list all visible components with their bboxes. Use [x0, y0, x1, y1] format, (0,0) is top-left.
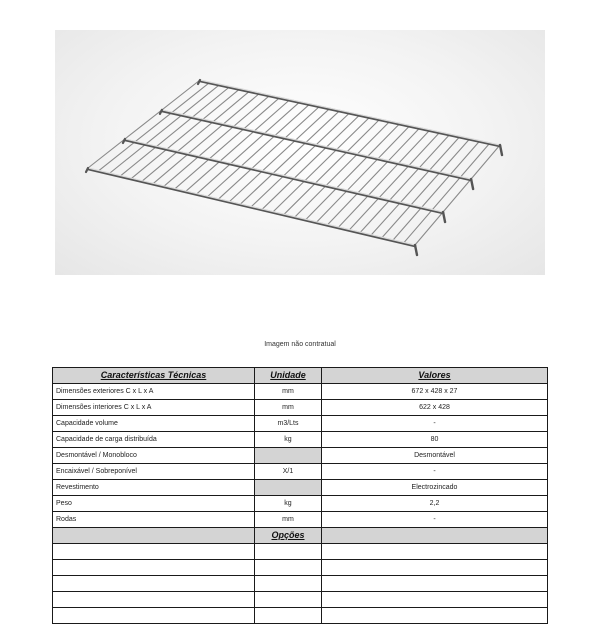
row-value: 622 x 428	[322, 400, 548, 416]
row-label: Peso	[53, 496, 255, 512]
row-label: Dimensões interiores C x L x A	[53, 400, 255, 416]
wire	[404, 143, 490, 243]
wire	[175, 97, 280, 188]
row-value: -	[322, 464, 548, 480]
row-label: Dimensões exteriores C x L x A	[53, 384, 255, 400]
wire	[208, 104, 310, 196]
wire	[110, 84, 220, 173]
options-row	[53, 544, 548, 560]
wire	[252, 113, 351, 207]
wire	[339, 130, 430, 227]
row-value: Desmontável	[322, 448, 548, 464]
options-row	[53, 576, 548, 592]
row-value: -	[322, 512, 548, 528]
header-values: Valores	[322, 368, 548, 384]
wire	[350, 132, 440, 230]
row-label: Encaixável / Sobreponível	[53, 464, 255, 480]
row-label: Capacidade volume	[53, 416, 255, 432]
wire	[273, 117, 370, 212]
wire	[295, 121, 390, 217]
rod-leg	[415, 245, 417, 255]
table-row	[53, 480, 548, 496]
row-value: -	[322, 416, 548, 432]
row-unit: mm	[255, 512, 322, 528]
options-title: Opções	[255, 528, 322, 544]
options-header-row	[53, 528, 548, 544]
table-header-row	[53, 368, 548, 384]
wire	[415, 145, 500, 245]
wire	[153, 93, 260, 183]
table-row	[53, 496, 548, 512]
options-row	[53, 608, 548, 624]
row-label: Desmontável / Monobloco	[53, 448, 255, 464]
wire	[262, 115, 360, 209]
row-label: Capacidade de carga distribuída	[53, 432, 255, 448]
row-label: Revestimento	[53, 480, 255, 496]
wire	[99, 82, 210, 170]
row-unit: X/1	[255, 464, 322, 480]
row-unit: kg	[255, 496, 322, 512]
wire	[361, 134, 451, 232]
row-unit: m3/Lts	[255, 416, 322, 432]
header-unit: Unidade	[255, 368, 322, 384]
rod-leg	[86, 168, 88, 172]
technical-specs-table	[52, 367, 548, 624]
rod-leg	[500, 145, 502, 155]
support-rod-highlight	[200, 80, 500, 145]
row-unit: mm	[255, 384, 322, 400]
options-header-left	[53, 528, 255, 544]
table-row	[53, 464, 548, 480]
rod-leg	[198, 80, 200, 84]
row-unit: kg	[255, 432, 322, 448]
row-value: 672 x 428 x 27	[322, 384, 548, 400]
wire	[241, 110, 340, 204]
rod-leg	[123, 139, 125, 143]
table-row	[53, 512, 548, 528]
product-image	[55, 30, 545, 275]
support-rod-highlight	[88, 168, 415, 245]
row-value: 2,2	[322, 496, 548, 512]
rod-leg	[443, 212, 445, 222]
options-header-right	[322, 528, 548, 544]
wire	[143, 91, 251, 181]
wire	[164, 95, 270, 186]
rod-leg	[471, 179, 473, 189]
options-row	[53, 560, 548, 576]
row-unit	[255, 480, 322, 496]
wire	[186, 100, 290, 192]
rod-leg	[160, 110, 162, 114]
table-row	[53, 416, 548, 432]
wire	[197, 102, 300, 194]
table-row	[53, 400, 548, 416]
row-value: 80	[322, 432, 548, 448]
table-row	[53, 448, 548, 464]
wire	[284, 119, 380, 214]
row-unit: mm	[255, 400, 322, 416]
wire	[230, 108, 330, 201]
table-row	[53, 432, 548, 448]
wire-shelf-illustration	[55, 30, 545, 275]
wire	[219, 106, 320, 199]
row-label: Rodas	[53, 512, 255, 528]
header-characteristics: Características Técnicas	[53, 368, 255, 384]
row-unit	[255, 448, 322, 464]
image-caption: Imagem não contratual	[264, 341, 336, 348]
table-row	[53, 384, 548, 400]
row-value: Electrozincado	[322, 480, 548, 496]
